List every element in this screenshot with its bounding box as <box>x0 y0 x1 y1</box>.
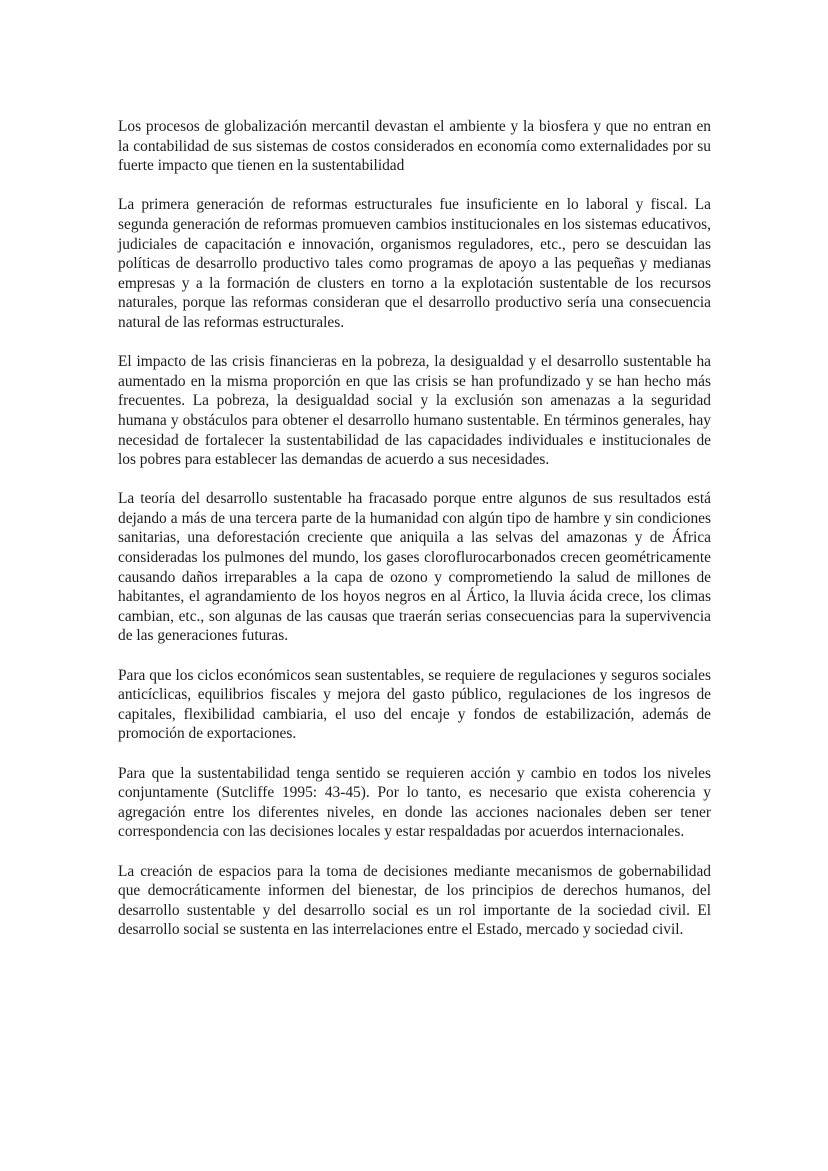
paragraph-teoria-desarrollo: La teoría del desarrollo sustentable ha fracasado porque entre algunos de sus resultados está dejando a más de una tercera parte de la humanidad con algún tipo de hambre y sin condiciones sanitarias, una deforestación creciente que aniquila a las selvas del amazonas y de África consideradas los pulmones del mundo, los gases cloroflurocarbonados crecen geométricamente causando daños irreparables a la capa de ozono y comprometiendo la salud de millones de habitantes, el agrandamiento de los hoyos negros en al Ártico, la lluvia ácida crece, los climas cambian, etc., son algunas de las causas que traerán serias consecuencias para la supervivencia de las generaciones futuras. <box>118 490 711 645</box>
paragraph-sustentabilidad-niveles: Para que la sustentabilidad tenga sentido se requieren acción y cambio en todos los niveles conjuntamente (Sutcliffe 1995: 43-45). Por lo tanto, es necesario que exista coherencia y agregación entre los diferentes niveles, en donde las acciones nacionales deben ser tener correspondencia con las decisiones locales y estar respaldadas por acuerdos internacionales. <box>118 764 711 841</box>
paragraph-crisis-financieras: El impacto de las crisis financieras en la pobreza, la desigualdad y el desarrollo sustentable ha aumentado en la misma proporción en que las crisis se han profundizado y se han hecho más frecuentes. La pobreza, la desigualdad social y la exclusión son amenazas a la seguridad humana y obstáculos para obtener el desarrollo humano sustentable. En términos generales, hay necesidad de fortalecer la sustentabilidad de las capacidades individuales e institucionales de los pobres para establecer las demandas de acuerdo a sus necesidades. <box>118 353 711 469</box>
paragraph-globalizacion: Los procesos de globalización mercantil devastan el ambiente y la biosfera y que no entran en la contabilidad de sus sistemas de costos considerados en economía como externalidades por su fuerte impacto que tienen en la sustentabilidad <box>118 118 711 175</box>
paragraph-sociedad-civil: La creación de espacios para la toma de decisiones mediante mecanismos de gobernabilidad que democráticamente informen del bienestar, de los principios de derechos humanos, del desarrollo sustentable y del desarrollo social es un rol importante de la sociedad civil. El desarrollo social se sustenta en las interrelaciones entre el Estado, mercado y sociedad civil. <box>118 862 711 939</box>
body-text <box>118 117 711 960</box>
paragraph-ciclos-economicos: Para que los ciclos económicos sean sustentables, se requiere de regulaciones y seguros sociales anticíclicas, equilibrios fiscales y mejora del gasto público, regulaciones de los ingresos de capitales, flexibilidad cambiaria, el uso del encaje y fondos de estabilización, además de promoción de exportaciones. <box>118 666 711 743</box>
paragraph-reformas: La primera generación de reformas estructurales fue insuficiente en lo laboral y fiscal. La segunda generación de reformas promueven cambios institucionales en los sistemas educativos, judiciales de capacitación e innovación, organismos reguladores, etc., pero se descuidan las políticas de desarrollo productivo tales como programas de apoyo a las pequeñas y medianas empresas y a la formación de clusters en torno a la explotación sustentable de los recursos naturales, porque las reformas consideran que el desarrollo productivo sería una consecuencia natural de las reformas estructurales. <box>118 196 711 331</box>
